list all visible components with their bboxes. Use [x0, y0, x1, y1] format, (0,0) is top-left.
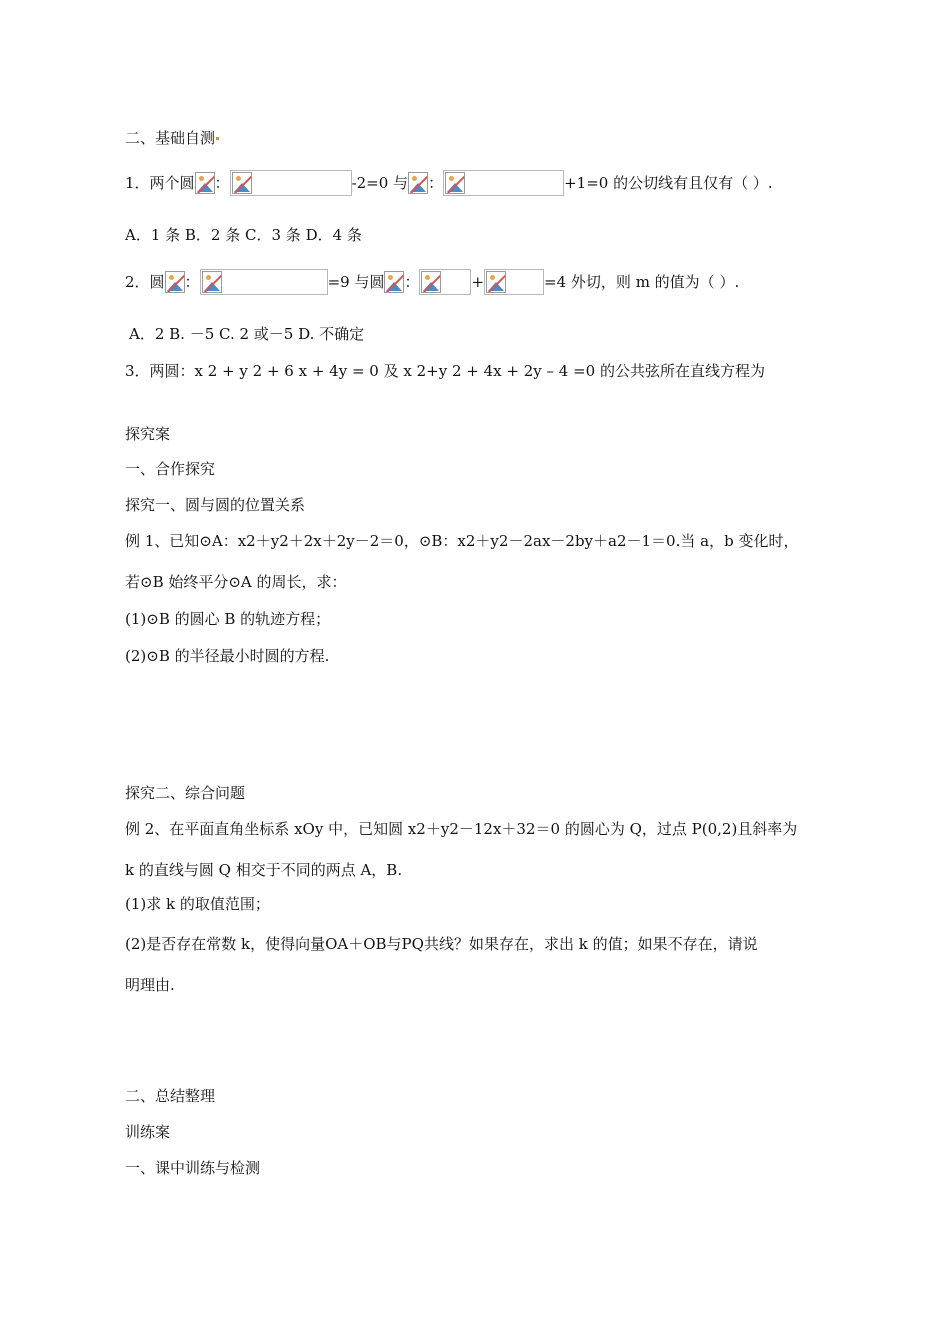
- broken-image-icon: [232, 172, 252, 194]
- topic-1-heading: 探究一、圆与圆的位置关系: [125, 496, 306, 514]
- example-1-line-2: 若⊙B 始终平分⊙A 的周长，求：: [125, 573, 347, 591]
- broken-image-icon: [195, 172, 215, 194]
- example-2-line-1: 例 2、在平面直角坐标系 xOy 中，已知圆 x2＋y2－12x＋32＝0 的圆心为 Q，过点 P(0,2)且斜率为: [125, 820, 798, 838]
- formula-image-placeholder: [484, 269, 544, 295]
- broken-image-icon: [408, 172, 428, 194]
- subsection-cooperative: 一、合作探究: [125, 460, 216, 478]
- section-title-exploration: 探究案: [125, 425, 171, 443]
- subsection-in-class-training: 一、课中训练与检测: [125, 1159, 261, 1177]
- question-2: 2．圆 ： =9 与圆 ： + =4 外切，则 m 的值为（ ）.: [125, 269, 739, 295]
- question-1-options: A．1 条 B．2 条 C．3 条 D．4 条: [125, 226, 362, 244]
- broken-image-icon: [384, 271, 404, 293]
- example-1-part-2: (2)⊙B 的半径最小时圆的方程.: [125, 647, 330, 665]
- formula-image-placeholder: [443, 170, 564, 196]
- question-2-options: A．2 B. －5 C. 2 或－5 D. 不确定: [129, 325, 365, 343]
- section-heading-summary: 二、总结整理: [125, 1087, 216, 1105]
- example-2-part-2-line-1: (2)是否存在常数 k，使得向量OA＋OB与PQ共线？如果存在，求出 k 的值；如果不存在，请说: [125, 935, 758, 953]
- example-1-line-1: 例 1、已知⊙A：x2＋y2＋2x＋2y－2＝0，⊙B：x2＋y2－2ax－2by＋a2－1＝0.当 a，b 变化时，: [125, 532, 799, 550]
- question-1: 1．两个圆 ： -2=0 与 ： +1=0 的公切线有且仅有（ ）.: [125, 170, 773, 196]
- example-1-part-1: (1)⊙B 的圆心 B 的轨迹方程；: [125, 610, 331, 628]
- section-heading-basic-test: 二、基础自测: [125, 127, 220, 148]
- formula-image-placeholder: [419, 269, 471, 295]
- example-2-part-1: (1)求 k 的取值范围；: [125, 895, 270, 913]
- broken-image-icon: [202, 271, 222, 293]
- question-3: 3．两圆：x 2 + y 2 + 6 x + 4y = 0 及 x 2+y 2 + 4x + 2y – 4 =0 的公共弦所在直线方程为: [125, 362, 765, 380]
- broken-image-icon: [165, 271, 185, 293]
- formula-image-placeholder: [230, 170, 352, 196]
- example-2-line-2: k 的直线与圆 Q 相交于不同的两点 A，B.: [125, 861, 403, 879]
- broken-image-icon: [445, 172, 465, 194]
- formula-image-placeholder: [200, 269, 328, 295]
- text-marker: [216, 137, 219, 140]
- topic-2-heading: 探究二、综合问题: [125, 784, 246, 802]
- broken-image-icon: [486, 271, 506, 293]
- broken-image-icon: [421, 271, 441, 293]
- example-2-part-2-line-2: 明理由.: [125, 976, 175, 994]
- section-title-training: 训练案: [125, 1123, 171, 1141]
